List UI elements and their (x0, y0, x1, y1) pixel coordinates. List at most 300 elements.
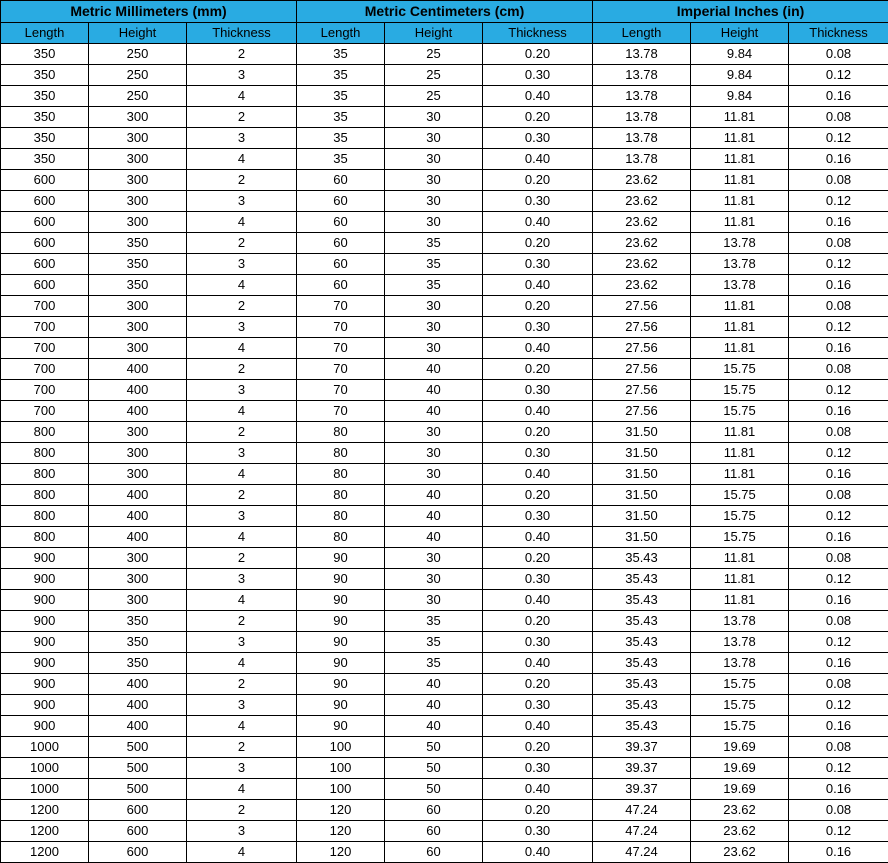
table-cell: 11.81 (691, 170, 789, 191)
table-cell: 90 (297, 569, 385, 590)
table-cell: 800 (1, 527, 89, 548)
table-cell: 15.75 (691, 527, 789, 548)
table-cell: 80 (297, 485, 385, 506)
table-cell: 100 (297, 737, 385, 758)
table-cell: 27.56 (593, 338, 691, 359)
table-row (1, 569, 888, 590)
table-cell: 90 (297, 674, 385, 695)
table-cell: 0.30 (483, 65, 593, 86)
table-cell: 2 (187, 233, 297, 254)
table-cell: 800 (1, 443, 89, 464)
table-cell: 40 (385, 380, 483, 401)
table-cell: 250 (89, 44, 187, 65)
table-row (1, 716, 888, 737)
table-cell: 300 (89, 443, 187, 464)
table-cell: 1000 (1, 758, 89, 779)
table-cell: 0.20 (483, 422, 593, 443)
table-cell: 350 (89, 254, 187, 275)
table-cell: 30 (385, 149, 483, 170)
table-cell: 90 (297, 653, 385, 674)
table-cell: 600 (1, 275, 89, 296)
table-cell: 900 (1, 590, 89, 611)
table-cell: 0.12 (789, 443, 888, 464)
table-cell: 0.12 (789, 317, 888, 338)
table-cell: 700 (1, 296, 89, 317)
table-cell: 30 (385, 464, 483, 485)
table-cell: 50 (385, 758, 483, 779)
table-cell: 35.43 (593, 674, 691, 695)
table-cell: 1200 (1, 800, 89, 821)
table-cell: 27.56 (593, 317, 691, 338)
table-cell: 0.40 (483, 464, 593, 485)
table-cell: 0.40 (483, 779, 593, 800)
table-cell: 4 (187, 716, 297, 737)
table-row (1, 107, 888, 128)
table-cell: 13.78 (691, 254, 789, 275)
table-cell: 11.81 (691, 128, 789, 149)
table-cell: 4 (187, 590, 297, 611)
table-cell: 4 (187, 842, 297, 863)
table-cell: 350 (89, 275, 187, 296)
table-head (1, 1, 888, 44)
table-cell: 0.30 (483, 821, 593, 842)
table-cell: 0.12 (789, 506, 888, 527)
table-cell: 23.62 (593, 275, 691, 296)
table-cell: 60 (297, 275, 385, 296)
table-cell: 0.08 (789, 611, 888, 632)
table-cell: 0.16 (789, 653, 888, 674)
table-cell: 50 (385, 737, 483, 758)
table-cell: 700 (1, 338, 89, 359)
table-cell: 350 (1, 107, 89, 128)
table-cell: 35.43 (593, 611, 691, 632)
table-cell: 4 (187, 527, 297, 548)
table-cell: 4 (187, 275, 297, 296)
table-row (1, 128, 888, 149)
table-cell: 60 (297, 212, 385, 233)
table-cell: 60 (297, 233, 385, 254)
table-cell: 40 (385, 359, 483, 380)
table-cell: 2 (187, 359, 297, 380)
table-cell: 13.78 (593, 86, 691, 107)
table-cell: 31.50 (593, 464, 691, 485)
table-cell: 0.16 (789, 527, 888, 548)
table-cell: 19.69 (691, 758, 789, 779)
table-cell: 300 (89, 149, 187, 170)
table-cell: 3 (187, 443, 297, 464)
table-cell: 11.81 (691, 191, 789, 212)
table-cell: 300 (89, 464, 187, 485)
table-cell: 30 (385, 422, 483, 443)
table-cell: 11.81 (691, 464, 789, 485)
table-cell: 0.30 (483, 506, 593, 527)
table-cell: 0.16 (789, 464, 888, 485)
table-cell: 0.16 (789, 149, 888, 170)
table-row (1, 779, 888, 800)
table-cell: 350 (89, 653, 187, 674)
table-cell: 0.30 (483, 569, 593, 590)
table-cell: 15.75 (691, 716, 789, 737)
table-column-header: Height (89, 23, 187, 44)
table-row (1, 821, 888, 842)
table-cell: 3 (187, 254, 297, 275)
table-cell: 30 (385, 296, 483, 317)
table-row (1, 842, 888, 863)
table-cell: 3 (187, 695, 297, 716)
table-row (1, 359, 888, 380)
table-cell: 23.62 (593, 212, 691, 233)
table-row (1, 674, 888, 695)
table-cell: 11.81 (691, 569, 789, 590)
table-cell: 800 (1, 506, 89, 527)
table-cell: 35 (297, 149, 385, 170)
table-cell: 11.81 (691, 107, 789, 128)
table-cell: 1200 (1, 821, 89, 842)
table-cell: 0.08 (789, 674, 888, 695)
table-cell: 39.37 (593, 758, 691, 779)
table-cell: 13.78 (691, 611, 789, 632)
table-cell: 350 (1, 128, 89, 149)
table-cell: 90 (297, 611, 385, 632)
table-cell: 0.30 (483, 695, 593, 716)
table-cell: 23.62 (593, 191, 691, 212)
table-row (1, 464, 888, 485)
table-cell: 70 (297, 338, 385, 359)
table-row (1, 338, 888, 359)
table-cell: 0.40 (483, 842, 593, 863)
table-row (1, 191, 888, 212)
table-cell: 0.16 (789, 212, 888, 233)
table-cell: 0.20 (483, 296, 593, 317)
table-cell: 35.43 (593, 632, 691, 653)
table-cell: 70 (297, 380, 385, 401)
table-row (1, 485, 888, 506)
table-cell: 300 (89, 128, 187, 149)
table-cell: 500 (89, 737, 187, 758)
table-cell: 0.20 (483, 107, 593, 128)
table-cell: 350 (1, 86, 89, 107)
table-cell: 90 (297, 716, 385, 737)
table-cell: 4 (187, 401, 297, 422)
table-row (1, 422, 888, 443)
table-cell: 35 (297, 107, 385, 128)
table-row (1, 548, 888, 569)
table-cell: 0.20 (483, 737, 593, 758)
table-cell: 300 (89, 191, 187, 212)
table-row (1, 590, 888, 611)
table-cell: 900 (1, 653, 89, 674)
table-cell: 13.78 (593, 128, 691, 149)
table-cell: 800 (1, 485, 89, 506)
table-column-header: Length (1, 23, 89, 44)
table-cell: 800 (1, 464, 89, 485)
table-cell: 350 (1, 65, 89, 86)
table-cell: 0.40 (483, 149, 593, 170)
table-cell: 0.08 (789, 44, 888, 65)
table-row (1, 506, 888, 527)
table-cell: 0.40 (483, 527, 593, 548)
table-cell: 47.24 (593, 800, 691, 821)
table-cell: 19.69 (691, 737, 789, 758)
table-cell: 3 (187, 569, 297, 590)
table-cell: 40 (385, 506, 483, 527)
table-cell: 0.12 (789, 65, 888, 86)
table-cell: 300 (89, 317, 187, 338)
table-cell: 35 (297, 44, 385, 65)
table-cell: 35.43 (593, 716, 691, 737)
table-cell: 0.40 (483, 401, 593, 422)
table-cell: 35 (385, 254, 483, 275)
table-cell: 0.30 (483, 758, 593, 779)
table-cell: 1200 (1, 842, 89, 863)
table-cell: 60 (297, 254, 385, 275)
table-row (1, 233, 888, 254)
table-cell: 0.20 (483, 170, 593, 191)
table-cell: 600 (1, 191, 89, 212)
table-cell: 700 (1, 317, 89, 338)
table-cell: 23.62 (593, 254, 691, 275)
table-row (1, 86, 888, 107)
table-cell: 0.08 (789, 359, 888, 380)
table-cell: 0.08 (789, 422, 888, 443)
table-cell: 80 (297, 443, 385, 464)
table-column-header: Length (593, 23, 691, 44)
table-cell: 700 (1, 359, 89, 380)
table-cell: 35.43 (593, 569, 691, 590)
table-cell: 35 (297, 86, 385, 107)
table-cell: 27.56 (593, 380, 691, 401)
table-cell: 40 (385, 527, 483, 548)
table-cell: 15.75 (691, 359, 789, 380)
table-cell: 3 (187, 317, 297, 338)
table-cell: 0.08 (789, 233, 888, 254)
table-cell: 0.20 (483, 485, 593, 506)
table-cell: 900 (1, 632, 89, 653)
table-row (1, 170, 888, 191)
table-row (1, 632, 888, 653)
table-cell: 13.78 (593, 107, 691, 128)
table-cell: 0.12 (789, 128, 888, 149)
table-cell: 400 (89, 716, 187, 737)
table-cell: 80 (297, 422, 385, 443)
table-cell: 0.16 (789, 590, 888, 611)
table-cell: 500 (89, 779, 187, 800)
table-cell: 0.30 (483, 632, 593, 653)
table-cell: 0.12 (789, 695, 888, 716)
table-cell: 0.40 (483, 86, 593, 107)
table-cell: 900 (1, 716, 89, 737)
table-cell: 500 (89, 758, 187, 779)
table-cell: 300 (89, 590, 187, 611)
table-cell: 4 (187, 149, 297, 170)
table-cell: 0.12 (789, 632, 888, 653)
table-cell: 100 (297, 779, 385, 800)
table-row (1, 65, 888, 86)
table-cell: 0.20 (483, 800, 593, 821)
table-cell: 0.12 (789, 191, 888, 212)
table-cell: 35.43 (593, 590, 691, 611)
table-cell: 1000 (1, 737, 89, 758)
table-cell: 47.24 (593, 842, 691, 863)
table-cell: 13.78 (593, 65, 691, 86)
table-cell: 4 (187, 86, 297, 107)
table-body (1, 44, 888, 863)
table-cell: 0.08 (789, 485, 888, 506)
table-cell: 900 (1, 611, 89, 632)
table-cell: 300 (89, 338, 187, 359)
table-cell: 15.75 (691, 506, 789, 527)
table-cell: 600 (89, 821, 187, 842)
table-cell: 35 (297, 65, 385, 86)
table-cell: 13.78 (691, 632, 789, 653)
table-cell: 400 (89, 506, 187, 527)
table-cell: 11.81 (691, 422, 789, 443)
table-cell: 13.78 (691, 233, 789, 254)
table-cell: 31.50 (593, 485, 691, 506)
table-cell: 0.20 (483, 611, 593, 632)
table-cell: 0.16 (789, 86, 888, 107)
table-cell: 13.78 (593, 149, 691, 170)
table-cell: 0.08 (789, 107, 888, 128)
table-cell: 350 (1, 44, 89, 65)
table-cell: 70 (297, 296, 385, 317)
table-cell: 11.81 (691, 149, 789, 170)
table-column-header-row (1, 23, 888, 44)
table-cell: 2 (187, 170, 297, 191)
table-cell: 60 (385, 821, 483, 842)
table-cell: 30 (385, 212, 483, 233)
table-cell: 2 (187, 674, 297, 695)
table-row (1, 653, 888, 674)
table-cell: 4 (187, 464, 297, 485)
table-cell: 350 (1, 149, 89, 170)
table-cell: 250 (89, 65, 187, 86)
table-cell: 25 (385, 86, 483, 107)
table-cell: 0.30 (483, 317, 593, 338)
table-row (1, 611, 888, 632)
table-cell: 0.12 (789, 254, 888, 275)
table-cell: 2 (187, 422, 297, 443)
table-cell: 3 (187, 380, 297, 401)
table-cell: 35.43 (593, 548, 691, 569)
table-cell: 31.50 (593, 527, 691, 548)
table-cell: 19.69 (691, 779, 789, 800)
table-cell: 0.16 (789, 338, 888, 359)
table-cell: 0.40 (483, 653, 593, 674)
table-cell: 0.16 (789, 275, 888, 296)
table-cell: 30 (385, 128, 483, 149)
table-cell: 25 (385, 44, 483, 65)
table-row (1, 695, 888, 716)
table-cell: 70 (297, 317, 385, 338)
table-cell: 30 (385, 590, 483, 611)
table-cell: 31.50 (593, 443, 691, 464)
table-cell: 400 (89, 485, 187, 506)
table-cell: 11.81 (691, 212, 789, 233)
table-cell: 9.84 (691, 86, 789, 107)
table-cell: 2 (187, 737, 297, 758)
table-cell: 0.16 (789, 716, 888, 737)
table-cell: 9.84 (691, 65, 789, 86)
table-cell: 0.08 (789, 737, 888, 758)
table-cell: 300 (89, 569, 187, 590)
table-cell: 3 (187, 821, 297, 842)
table-column-header: Length (297, 23, 385, 44)
table-cell: 3 (187, 191, 297, 212)
table-cell: 4 (187, 653, 297, 674)
table-cell: 1000 (1, 779, 89, 800)
table-cell: 2 (187, 107, 297, 128)
table-cell: 90 (297, 590, 385, 611)
table-row (1, 527, 888, 548)
table-cell: 30 (385, 338, 483, 359)
table-cell: 400 (89, 359, 187, 380)
table-cell: 11.81 (691, 296, 789, 317)
table-row (1, 380, 888, 401)
table-cell: 400 (89, 380, 187, 401)
table-cell: 30 (385, 548, 483, 569)
table-cell: 35.43 (593, 695, 691, 716)
table-cell: 13.78 (691, 653, 789, 674)
table-cell: 90 (297, 632, 385, 653)
table-cell: 40 (385, 485, 483, 506)
table-cell: 350 (89, 611, 187, 632)
table-cell: 31.50 (593, 506, 691, 527)
table-row (1, 44, 888, 65)
table-cell: 9.84 (691, 44, 789, 65)
table-cell: 23.62 (593, 233, 691, 254)
table-cell: 39.37 (593, 737, 691, 758)
table-cell: 60 (297, 170, 385, 191)
table-cell: 300 (89, 422, 187, 443)
table-cell: 3 (187, 128, 297, 149)
table-row (1, 254, 888, 275)
table-row (1, 296, 888, 317)
table-cell: 60 (297, 191, 385, 212)
table-cell: 300 (89, 212, 187, 233)
table-cell: 11.81 (691, 317, 789, 338)
table-cell: 800 (1, 422, 89, 443)
table-group-header: Metric Millimeters (mm) (1, 1, 297, 23)
table-cell: 0.40 (483, 212, 593, 233)
table-cell: 15.75 (691, 380, 789, 401)
table-cell: 15.75 (691, 695, 789, 716)
table-cell: 400 (89, 527, 187, 548)
table-cell: 30 (385, 317, 483, 338)
table-column-header: Height (691, 23, 789, 44)
table-cell: 3 (187, 632, 297, 653)
table-cell: 120 (297, 842, 385, 863)
table-cell: 35 (385, 632, 483, 653)
table-cell: 0.30 (483, 443, 593, 464)
table-row (1, 443, 888, 464)
table-cell: 47.24 (593, 821, 691, 842)
table-cell: 11.81 (691, 548, 789, 569)
table-cell: 40 (385, 401, 483, 422)
table-cell: 0.40 (483, 716, 593, 737)
table-column-header: Height (385, 23, 483, 44)
table-cell: 600 (89, 842, 187, 863)
table-cell: 0.20 (483, 359, 593, 380)
table-cell: 31.50 (593, 422, 691, 443)
table-cell: 80 (297, 506, 385, 527)
table-cell: 0.16 (789, 842, 888, 863)
table-cell: 600 (1, 233, 89, 254)
table-cell: 2 (187, 485, 297, 506)
table-cell: 60 (385, 842, 483, 863)
table-cell: 27.56 (593, 359, 691, 380)
table-cell: 120 (297, 800, 385, 821)
